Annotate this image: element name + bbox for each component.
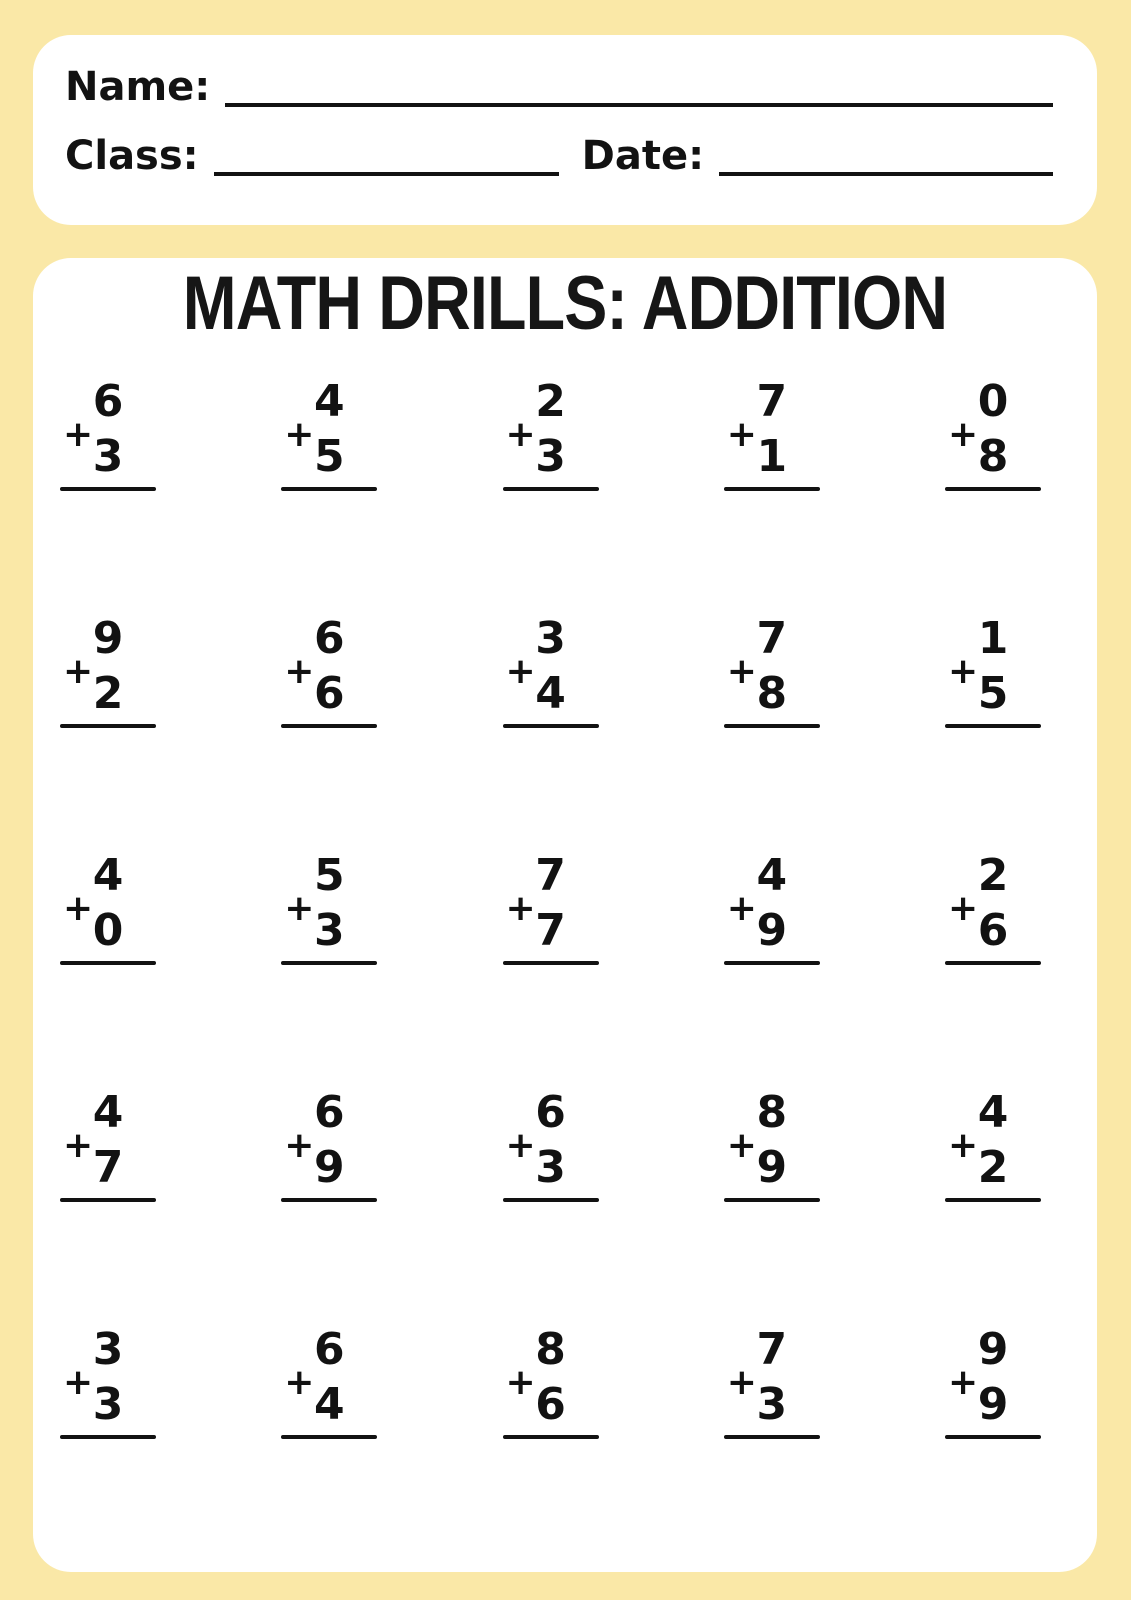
top-addend: 6 [92,376,124,427]
plus-operator: + [505,414,536,455]
bottom-addend: 3 [92,431,124,482]
name-blank-line [225,99,1053,107]
bottom-addend: 3 [535,1142,566,1193]
addition-problem [945,611,1041,728]
answer-blank-line [724,961,820,965]
bottom-addend: 9 [977,1379,1009,1430]
top-addend: 3 [92,1324,124,1375]
bottom-addend: 2 [92,668,124,719]
answer-blank-line [60,961,156,965]
top-addend: 6 [313,613,345,664]
addition-problem [281,1322,377,1439]
answer-blank-line [281,1435,377,1439]
bottom-addend: 4 [535,668,566,719]
top-addend: 7 [756,613,788,664]
addition-problem [724,1085,820,1202]
answer-blank-line [503,724,599,728]
top-addend: 9 [977,1324,1009,1375]
bottom-addend: 1 [756,431,788,482]
top-addend: 7 [756,1324,788,1375]
answer-blank-line [503,487,599,491]
addition-problem [60,1085,156,1202]
addition-problem [503,374,599,491]
plus-operator: + [726,1362,757,1403]
problems-grid [33,374,1097,1439]
bottom-addend: 3 [92,1379,124,1430]
answer-blank-line [281,487,377,491]
answer-blank-line [945,1435,1041,1439]
top-addend: 4 [313,376,345,427]
top-addend: 0 [977,376,1009,427]
bottom-addend: 3 [313,905,345,956]
bottom-addend: 9 [756,905,788,956]
plus-operator: + [948,651,979,692]
bottom-addend: 5 [977,668,1009,719]
addition-problem [503,1085,599,1202]
top-addend: 4 [92,1087,124,1138]
top-addend: 4 [92,850,124,901]
bottom-addend: 6 [977,905,1009,956]
answer-blank-line [724,487,820,491]
plus-operator: + [505,1362,536,1403]
answer-blank-line [503,1435,599,1439]
worksheet-title: MATH DRILLS: ADDITION [182,261,948,346]
bottom-addend: 3 [756,1379,788,1430]
header-panel [33,35,1097,225]
answer-blank-line [945,961,1041,965]
top-addend: 7 [535,850,566,901]
addition-problem [281,1085,377,1202]
answer-blank-line [60,1198,156,1202]
plus-operator: + [284,1125,315,1166]
name-row [65,64,1053,110]
answer-blank-line [724,724,820,728]
answer-blank-line [503,961,599,965]
addition-problem [945,374,1041,491]
addition-problem [724,848,820,965]
addition-problem [281,611,377,728]
date-label: Date: [581,133,705,179]
answer-blank-line [281,1198,377,1202]
answer-blank-line [724,1435,820,1439]
plus-operator: + [726,414,757,455]
plus-operator: + [948,1362,979,1403]
addition-problem [281,848,377,965]
bottom-addend: 9 [756,1142,788,1193]
answer-blank-line [60,487,156,491]
plus-operator: + [63,651,94,692]
plus-operator: + [63,1125,94,1166]
plus-operator: + [284,1362,315,1403]
top-addend: 6 [313,1324,345,1375]
plus-operator: + [284,888,315,929]
addition-problem [281,374,377,491]
plus-operator: + [63,414,94,455]
class-blank-line [214,168,559,176]
plus-operator: + [726,1125,757,1166]
top-addend: 8 [756,1087,788,1138]
date-blank-line [719,168,1053,176]
addition-problem [503,848,599,965]
plus-operator: + [63,1362,94,1403]
addition-problem [60,848,156,965]
top-addend: 6 [313,1087,345,1138]
answer-blank-line [724,1198,820,1202]
top-addend: 2 [535,376,566,427]
class-label: Class: [65,133,199,179]
plus-operator: + [948,414,979,455]
addition-problem [724,611,820,728]
bottom-addend: 7 [92,1142,124,1193]
answer-blank-line [281,724,377,728]
addition-problem [945,1085,1041,1202]
top-addend: 4 [977,1087,1009,1138]
top-addend: 8 [535,1324,566,1375]
top-addend: 9 [92,613,124,664]
answer-blank-line [945,724,1041,728]
addition-problem [724,374,820,491]
class-date-row [65,133,1053,179]
plus-operator: + [63,888,94,929]
bottom-addend: 7 [535,905,566,956]
bottom-addend: 6 [535,1379,566,1430]
plus-operator: + [284,414,315,455]
top-addend: 1 [977,613,1009,664]
bottom-addend: 3 [535,431,566,482]
answer-blank-line [281,961,377,965]
addition-problem [945,1322,1041,1439]
top-addend: 6 [535,1087,566,1138]
worksheet-panel [33,258,1097,1572]
answer-blank-line [945,1198,1041,1202]
plus-operator: + [505,888,536,929]
plus-operator: + [726,651,757,692]
bottom-addend: 0 [92,905,124,956]
addition-problem [724,1322,820,1439]
top-addend: 5 [313,850,345,901]
top-addend: 2 [977,850,1009,901]
bottom-addend: 6 [313,668,345,719]
name-label: Name: [65,64,211,110]
bottom-addend: 9 [313,1142,345,1193]
plus-operator: + [284,651,315,692]
addition-problem [503,611,599,728]
plus-operator: + [948,888,979,929]
bottom-addend: 5 [313,431,345,482]
bottom-addend: 8 [977,431,1009,482]
bottom-addend: 2 [977,1142,1009,1193]
answer-blank-line [60,724,156,728]
addition-problem [60,611,156,728]
addition-problem [945,848,1041,965]
plus-operator: + [948,1125,979,1166]
answer-blank-line [503,1198,599,1202]
top-addend: 3 [535,613,566,664]
bottom-addend: 4 [313,1379,345,1430]
answer-blank-line [945,487,1041,491]
plus-operator: + [505,651,536,692]
top-addend: 7 [756,376,788,427]
top-addend: 4 [756,850,788,901]
plus-operator: + [726,888,757,929]
bottom-addend: 8 [756,668,788,719]
addition-problem [60,1322,156,1439]
answer-blank-line [60,1435,156,1439]
plus-operator: + [505,1125,536,1166]
addition-problem [503,1322,599,1439]
addition-problem [60,374,156,491]
